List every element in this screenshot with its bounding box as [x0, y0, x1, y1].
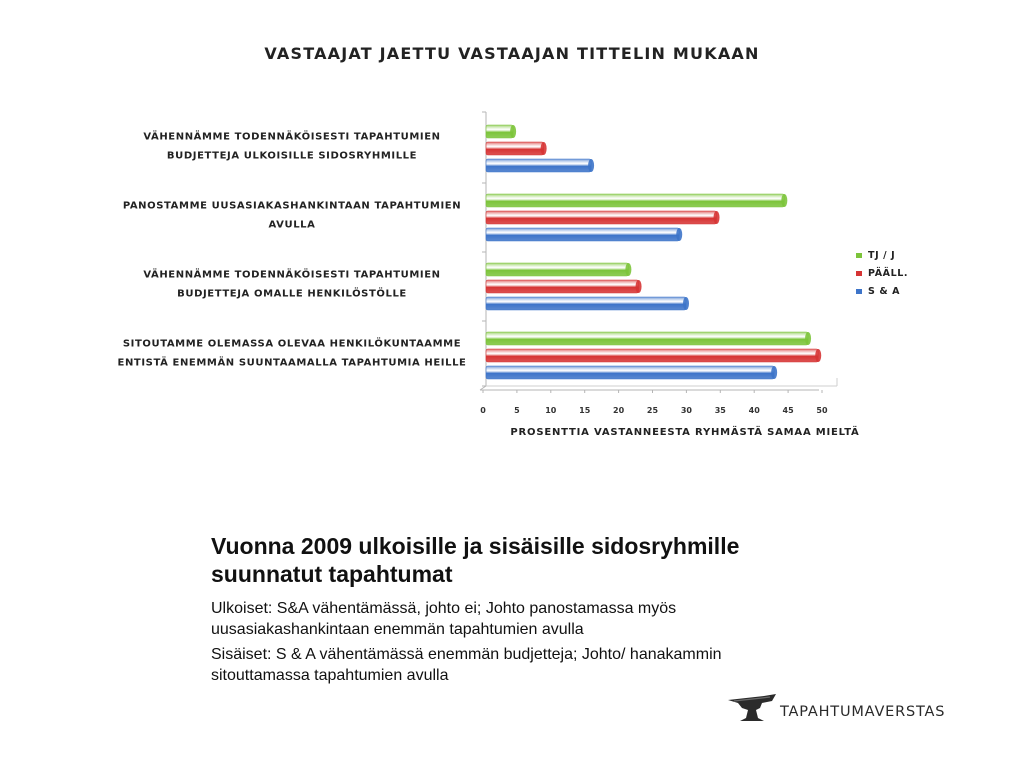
slide-paragraph-external: Ulkoiset: S&A vähentämässä, johto ei; Johto panostamassa myös uusasiakashankintaan enemmän tapahtumien avulla — [211, 600, 677, 638]
x-tick-label: 45 — [782, 406, 794, 415]
bar-tj-j-1 — [486, 125, 513, 138]
bar-p-ll--2 — [486, 211, 717, 224]
chart-title: VASTAAJAT JAETTU VASTAAJAN TITTELIN MUKAAN — [264, 44, 760, 63]
bar-cap — [588, 159, 594, 172]
x-tick-label: 0 — [480, 406, 486, 415]
category-label-1-line-2: BUDJETTEJA ULKOISILLE SIDOSRYHMILLE — [166, 150, 418, 162]
legend-label: S & A — [868, 286, 901, 297]
bar-tj-j-3 — [486, 263, 628, 276]
bar-p-ll--4 — [486, 349, 818, 362]
x-tick-labels — [480, 406, 828, 415]
bar-tj-j-4 — [486, 332, 808, 345]
slide-paragraph-internal: Sisäiset: S & A vähentämässä enemmän budjetteja; Johto/ hanakammin sitouttamassa tapahtumien avulla — [211, 646, 722, 684]
tapahtumaverstas-logo — [726, 688, 976, 728]
logo-text: TAPAHTUMAVERSTAS — [780, 704, 946, 720]
x-axis-label: PROSENTTIA VASTANNEESTA RYHMÄSTÄ SAMAA MIELTÄ — [510, 427, 860, 438]
bar-cap — [815, 349, 821, 362]
legend — [856, 250, 908, 297]
x-tick-label: 10 — [545, 406, 557, 415]
bar-cap — [676, 228, 682, 241]
x-tick-label: 40 — [748, 406, 760, 415]
category-label-2-line-1: PANOSTAMME UUSASIAKASHANKINTAAN TAPAHTUMIEN — [122, 200, 462, 212]
category-label-4-line-1: SITOUTAMME OLEMASSA OLEVAA HENKILÖKUNTAAMME — [122, 338, 462, 350]
category-label-3-line-2: BUDJETTEJA OMALLE HENKILÖSTÖLLE — [177, 288, 407, 300]
bar-s-a-2 — [486, 228, 679, 241]
anvil-icon — [726, 688, 778, 728]
bar-tj-j-2 — [486, 194, 784, 207]
bar-cap — [510, 125, 516, 138]
x-tick-label: 15 — [579, 406, 591, 415]
category-label-4-line-2: ENTISTÄ ENEMMÄN SUUNTAAMALLA TAPAHTUMIA HEILLE — [117, 357, 467, 369]
legend-swatch — [856, 253, 862, 258]
x-tick-label: 25 — [646, 406, 659, 415]
x-tick-label: 5 — [514, 406, 520, 415]
x-tick-label: 35 — [714, 406, 726, 415]
bar-cap — [771, 366, 777, 379]
bar-s-a-4 — [486, 366, 774, 379]
bar-s-a-1 — [486, 159, 591, 172]
bar-cap — [683, 297, 689, 310]
bar-cap — [636, 280, 642, 293]
category-label-2-line-2: AVULLA — [268, 219, 316, 231]
legend-label: PÄÄLL. — [868, 268, 909, 279]
legend-label: TJ / J — [868, 250, 896, 261]
x-tick-label: 50 — [816, 406, 828, 415]
bar-cap — [781, 194, 787, 207]
chart-bars — [486, 125, 821, 379]
x-tick-label: 20 — [613, 406, 625, 415]
bar-p-ll--3 — [486, 280, 639, 293]
category-label-1-line-1: VÄHENNÄMME TODENNÄKÖISESTI TAPAHTUMIEN — [143, 131, 441, 143]
bar-s-a-3 — [486, 297, 686, 310]
category-labels — [118, 129, 467, 369]
bar-cap — [714, 211, 720, 224]
legend-swatch — [856, 271, 862, 276]
bar-cap — [541, 142, 547, 155]
bar-p-ll--1 — [486, 142, 544, 155]
bar-cap — [625, 263, 631, 276]
bar-cap — [805, 332, 811, 345]
x-tick-label: 30 — [680, 406, 692, 415]
slide-text — [211, 532, 811, 690]
legend-swatch — [856, 289, 862, 294]
category-label-3-line-1: VÄHENNÄMME TODENNÄKÖISESTI TAPAHTUMIEN — [143, 269, 441, 281]
slide-title: Vuonna 2009 ulkoisille ja sisäisille sidosryhmille suunnatut tapahtumat — [211, 533, 740, 587]
